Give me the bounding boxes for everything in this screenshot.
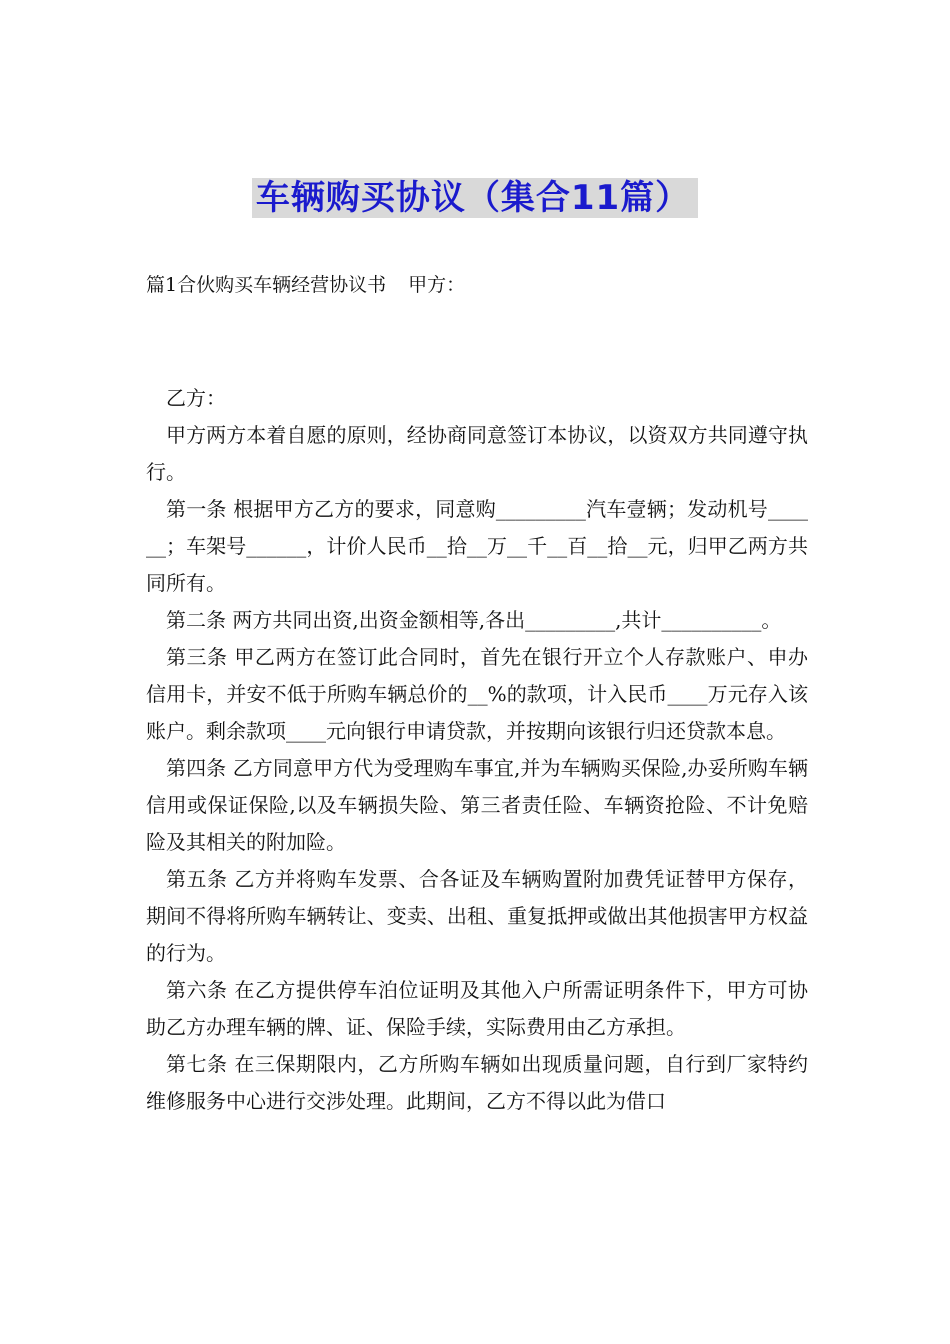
- section-heading: [146, 270, 465, 300]
- document-body: [146, 380, 808, 1120]
- paragraph-article-5: 第五条 乙方并将购车发票、合各证及车辆购置附加费凭证替甲方保存，期间不得将所购车辆转让、变卖、出租、重复抵押或做出其他损害甲方权益的行为。: [146, 867, 808, 965]
- paragraph-article-3: 第三条 甲乙两方在签订此合同时，首先在银行开立个人存款账户、申办信用卡，并安不低于所购车辆总价的__%的款项，计入民币____万元存入该账户。剩余款项____元向银行申请贷款，并按期向该银行归还贷款本息。: [146, 645, 808, 743]
- paragraph-party-b: 乙方：: [166, 386, 226, 410]
- document-title: 车辆购买协议（集合11篇）: [252, 178, 698, 218]
- section-heading-part: 篇1合伙购买车辆经营协议书: [146, 274, 387, 296]
- paragraph-article-1: 第一条 根据甲方乙方的要求，同意购_________汽车壹辆；发动机号______；车架号______，计价人民币__拾__万__千__百__拾__元，归甲乙两方共同所有。: [146, 497, 808, 595]
- section-heading-party-a: 甲方：: [408, 274, 466, 296]
- paragraph-article-4: 第四条 乙方同意甲方代为受理购车事宜,并为车辆购买保险,办妥所购车辆信用或保证保险,以及车辆损失险、第三者责任险、车辆资抢险、不计免赔险及其相关的附加险。: [146, 756, 808, 854]
- paragraph-article-6: 第六条 在乙方提供停车泊位证明及其他入户所需证明条件下，甲方可协助乙方办理车辆的牌、证、保险手续，实际费用由乙方承担。: [146, 978, 808, 1039]
- paragraph-article-7: 第七条 在三保期限内，乙方所购车辆如出现质量问题，自行到厂家特约维修服务中心进行交涉处理。此期间，乙方不得以此为借口: [146, 1052, 808, 1113]
- paragraph-article-2: 第二条 两方共同出资,出资金额相等,各出_________,共计__________。: [166, 608, 782, 632]
- title-container: [0, 178, 950, 218]
- paragraph-intro: 甲方两方本着自愿的原则，经协商同意签订本协议，以资双方共同遵守执行。: [146, 423, 808, 484]
